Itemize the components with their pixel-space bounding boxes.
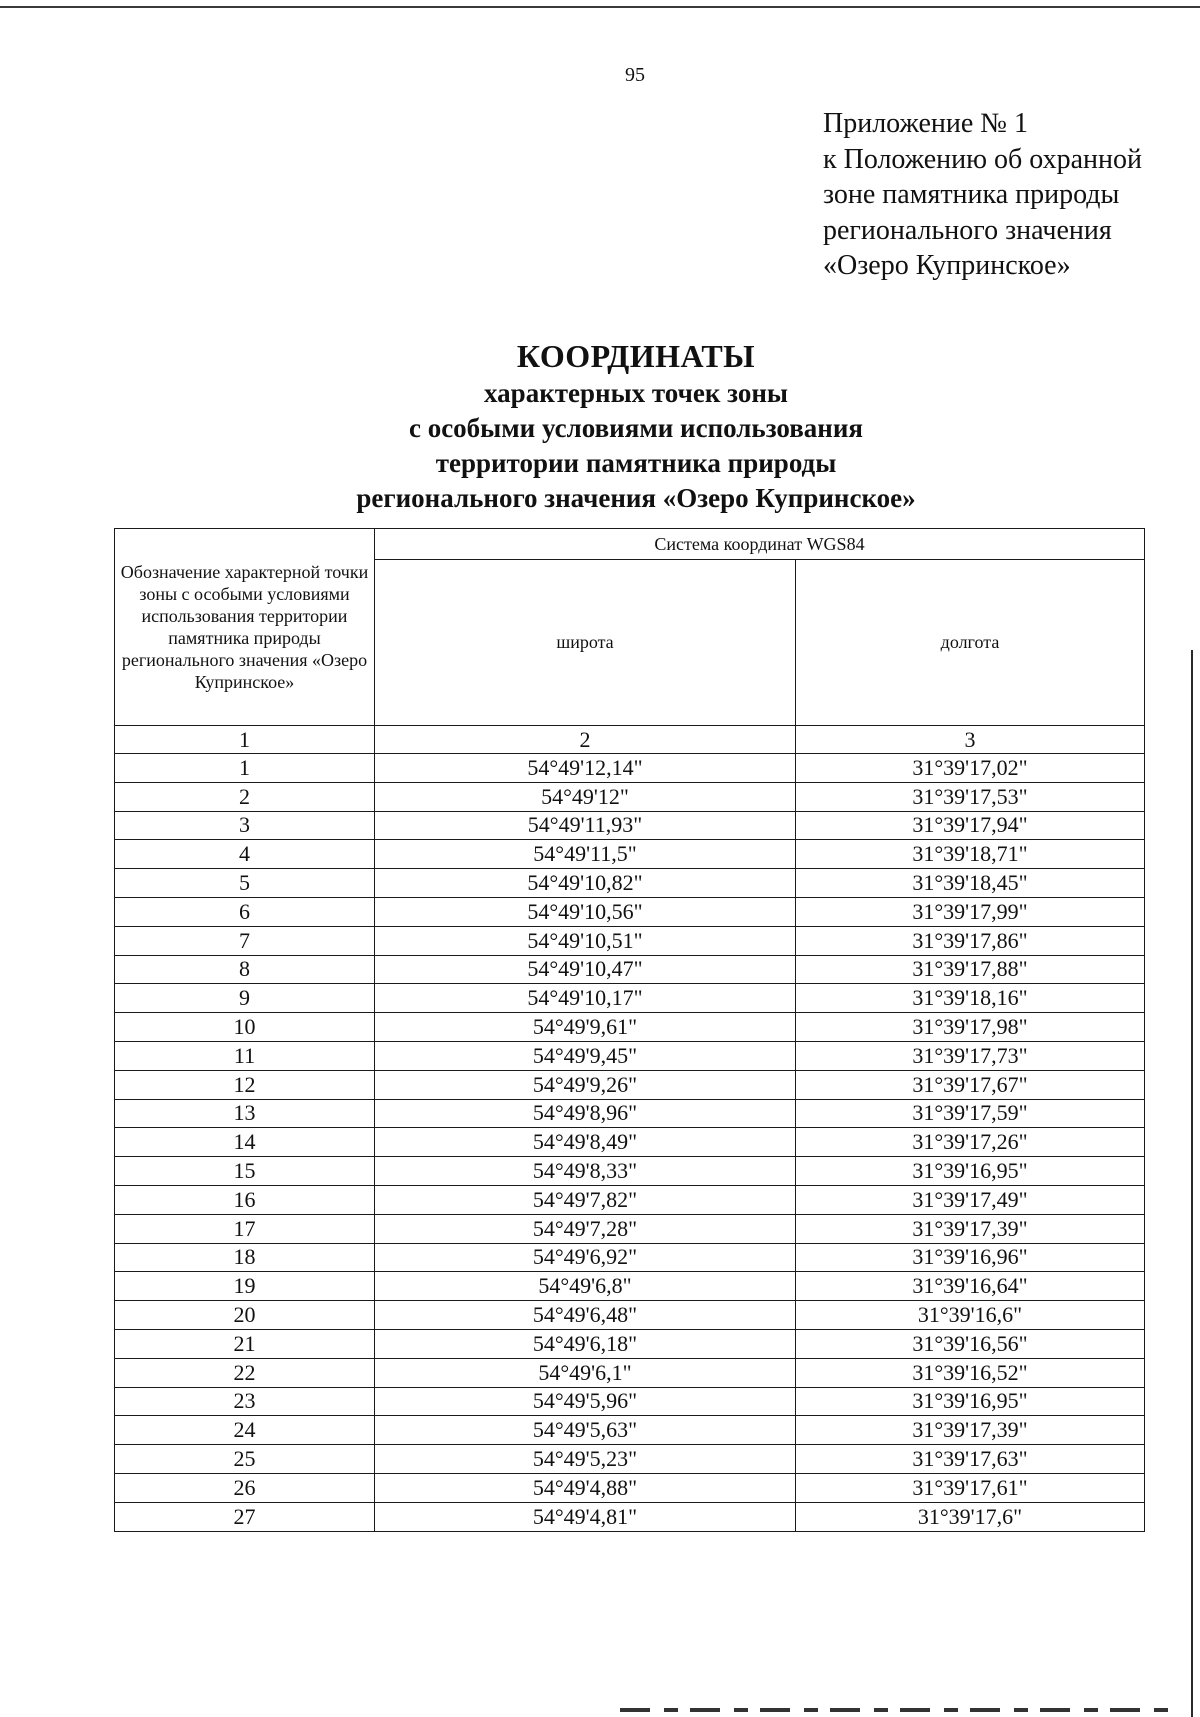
point-number-cell: 21 <box>115 1329 375 1358</box>
table-row <box>115 1243 1145 1272</box>
longitude-cell: 31°39'16,95" <box>796 1387 1145 1416</box>
appendix-line: «Озеро Купринское» <box>823 250 1071 281</box>
point-number-cell: 16 <box>115 1185 375 1214</box>
point-number-cell: 13 <box>115 1099 375 1128</box>
longitude-cell: 31°39'18,71" <box>796 840 1145 869</box>
latitude-cell: 54°49'6,48" <box>375 1301 796 1330</box>
latitude-cell: 54°49'5,23" <box>375 1445 796 1474</box>
table-row <box>115 1445 1145 1474</box>
table-row <box>115 984 1145 1013</box>
point-number-cell: 22 <box>115 1358 375 1387</box>
table-row <box>115 1416 1145 1445</box>
longitude-cell: 31°39'16,56" <box>796 1329 1145 1358</box>
longitude-cell: 31°39'17,26" <box>796 1128 1145 1157</box>
table-row <box>115 1070 1145 1099</box>
title-line: характерных точек зоны <box>484 378 788 408</box>
table-row <box>115 1301 1145 1330</box>
table-row <box>115 754 1145 783</box>
table-row <box>115 955 1145 984</box>
table-row <box>115 1214 1145 1243</box>
longitude-cell: 31°39'17,67" <box>796 1070 1145 1099</box>
table-row <box>115 1041 1145 1070</box>
point-number-cell: 5 <box>115 869 375 898</box>
latitude-cell: 54°49'6,18" <box>375 1329 796 1358</box>
appendix-note <box>823 106 1142 284</box>
column-number: 1 <box>115 726 375 754</box>
table-row <box>115 1473 1145 1502</box>
latitude-cell: 54°49'8,33" <box>375 1157 796 1186</box>
table-row <box>115 1387 1145 1416</box>
latitude-cell: 54°49'9,45" <box>375 1041 796 1070</box>
header-coordinate-system: Система координат WGS84 <box>375 529 1145 560</box>
longitude-cell: 31°39'16,96" <box>796 1243 1145 1272</box>
latitude-cell: 54°49'10,47" <box>375 955 796 984</box>
longitude-cell: 31°39'17,02" <box>796 754 1145 783</box>
header-longitude: долгота <box>796 560 1145 726</box>
longitude-cell: 31°39'16,6" <box>796 1301 1145 1330</box>
latitude-cell: 54°49'12,14" <box>375 754 796 783</box>
table-row <box>115 840 1145 869</box>
longitude-cell: 31°39'17,39" <box>796 1214 1145 1243</box>
point-number-cell: 8 <box>115 955 375 984</box>
longitude-cell: 31°39'18,16" <box>796 984 1145 1013</box>
header-point-designation: Обозначение характерной точки зоны с особыми условиями использования территории памятника природы регионального значения «Озеро Купринское» <box>115 529 375 726</box>
longitude-cell: 31°39'17,63" <box>796 1445 1145 1474</box>
document-title <box>0 336 1200 516</box>
point-number-cell: 11 <box>115 1041 375 1070</box>
table-row <box>115 1185 1145 1214</box>
table-row <box>115 1099 1145 1128</box>
title-main: КООРДИНАТЫ <box>516 338 756 374</box>
point-number-cell: 14 <box>115 1128 375 1157</box>
latitude-cell: 54°49'8,96" <box>375 1099 796 1128</box>
point-number-cell: 24 <box>115 1416 375 1445</box>
scan-edge-right <box>1191 650 1193 1717</box>
point-number-cell: 17 <box>115 1214 375 1243</box>
longitude-cell: 31°39'17,98" <box>796 1013 1145 1042</box>
title-line: с особыми условиями использования <box>408 413 864 443</box>
longitude-cell: 31°39'17,6" <box>796 1502 1145 1531</box>
longitude-cell: 31°39'17,86" <box>796 926 1145 955</box>
point-number-cell: 19 <box>115 1272 375 1301</box>
point-number-cell: 6 <box>115 897 375 926</box>
longitude-cell: 31°39'17,94" <box>796 811 1145 840</box>
latitude-cell: 54°49'5,63" <box>375 1416 796 1445</box>
latitude-cell: 54°49'4,88" <box>375 1473 796 1502</box>
point-number-cell: 1 <box>115 754 375 783</box>
column-number: 2 <box>375 726 796 754</box>
point-number-cell: 9 <box>115 984 375 1013</box>
table-row <box>115 897 1145 926</box>
appendix-line: регионального значения <box>823 214 1112 246</box>
longitude-cell: 31°39'17,61" <box>796 1473 1145 1502</box>
appendix-line: Приложение № 1 <box>823 108 1028 139</box>
point-number-cell: 15 <box>115 1157 375 1186</box>
scan-edge-bottom <box>620 1708 1180 1712</box>
latitude-cell: 54°49'9,61" <box>375 1013 796 1042</box>
latitude-cell: 54°49'11,5" <box>375 840 796 869</box>
longitude-cell: 31°39'18,45" <box>796 869 1145 898</box>
longitude-cell: 31°39'17,99" <box>796 897 1145 926</box>
longitude-cell: 31°39'16,52" <box>796 1358 1145 1387</box>
latitude-cell: 54°49'4,81" <box>375 1502 796 1531</box>
table-row <box>115 1358 1145 1387</box>
latitude-cell: 54°49'11,93" <box>375 811 796 840</box>
longitude-cell: 31°39'17,88" <box>796 955 1145 984</box>
point-number-cell: 2 <box>115 782 375 811</box>
latitude-cell: 54°49'6,1" <box>375 1358 796 1387</box>
appendix-line: к Положению об охранной <box>823 143 1142 175</box>
latitude-cell: 54°49'6,92" <box>375 1243 796 1272</box>
longitude-cell: 31°39'17,49" <box>796 1185 1145 1214</box>
table-row <box>115 1013 1145 1042</box>
coordinates-table <box>114 528 1145 1532</box>
point-number-cell: 26 <box>115 1473 375 1502</box>
title-line: территории памятника природы <box>435 448 837 478</box>
point-number-cell: 7 <box>115 926 375 955</box>
point-number-cell: 10 <box>115 1013 375 1042</box>
latitude-cell: 54°49'7,82" <box>375 1185 796 1214</box>
longitude-cell: 31°39'17,59" <box>796 1099 1145 1128</box>
point-number-cell: 20 <box>115 1301 375 1330</box>
header-latitude: широта <box>375 560 796 726</box>
point-number-cell: 3 <box>115 811 375 840</box>
point-number-cell: 12 <box>115 1070 375 1099</box>
column-number: 3 <box>796 726 1145 754</box>
longitude-cell: 31°39'17,39" <box>796 1416 1145 1445</box>
scan-edge-top <box>0 6 1200 8</box>
point-number-cell: 18 <box>115 1243 375 1272</box>
longitude-cell: 31°39'16,64" <box>796 1272 1145 1301</box>
table-row <box>115 1502 1145 1531</box>
latitude-cell: 54°49'12" <box>375 782 796 811</box>
page-number: 95 <box>625 64 645 86</box>
table-row <box>115 811 1145 840</box>
table-row <box>115 926 1145 955</box>
latitude-cell: 54°49'9,26" <box>375 1070 796 1099</box>
table-row <box>115 1329 1145 1358</box>
longitude-cell: 31°39'17,73" <box>796 1041 1145 1070</box>
latitude-cell: 54°49'6,8" <box>375 1272 796 1301</box>
title-line: регионального значения «Озеро Купринское» <box>356 483 916 513</box>
column-number-row <box>115 726 1145 754</box>
table-row <box>115 1272 1145 1301</box>
longitude-cell: 31°39'16,95" <box>796 1157 1145 1186</box>
longitude-cell: 31°39'17,53" <box>796 782 1145 811</box>
table-row <box>115 869 1145 898</box>
table-row <box>115 1128 1145 1157</box>
latitude-cell: 54°49'10,82" <box>375 869 796 898</box>
point-number-cell: 23 <box>115 1387 375 1416</box>
point-number-cell: 25 <box>115 1445 375 1474</box>
point-number-cell: 4 <box>115 840 375 869</box>
latitude-cell: 54°49'5,96" <box>375 1387 796 1416</box>
table-row <box>115 1157 1145 1186</box>
latitude-cell: 54°49'10,51" <box>375 926 796 955</box>
latitude-cell: 54°49'8,49" <box>375 1128 796 1157</box>
appendix-line: зоне памятника природы <box>823 179 1120 210</box>
latitude-cell: 54°49'10,17" <box>375 984 796 1013</box>
table-row <box>115 782 1145 811</box>
latitude-cell: 54°49'10,56" <box>375 897 796 926</box>
latitude-cell: 54°49'7,28" <box>375 1214 796 1243</box>
point-number-cell: 27 <box>115 1502 375 1531</box>
